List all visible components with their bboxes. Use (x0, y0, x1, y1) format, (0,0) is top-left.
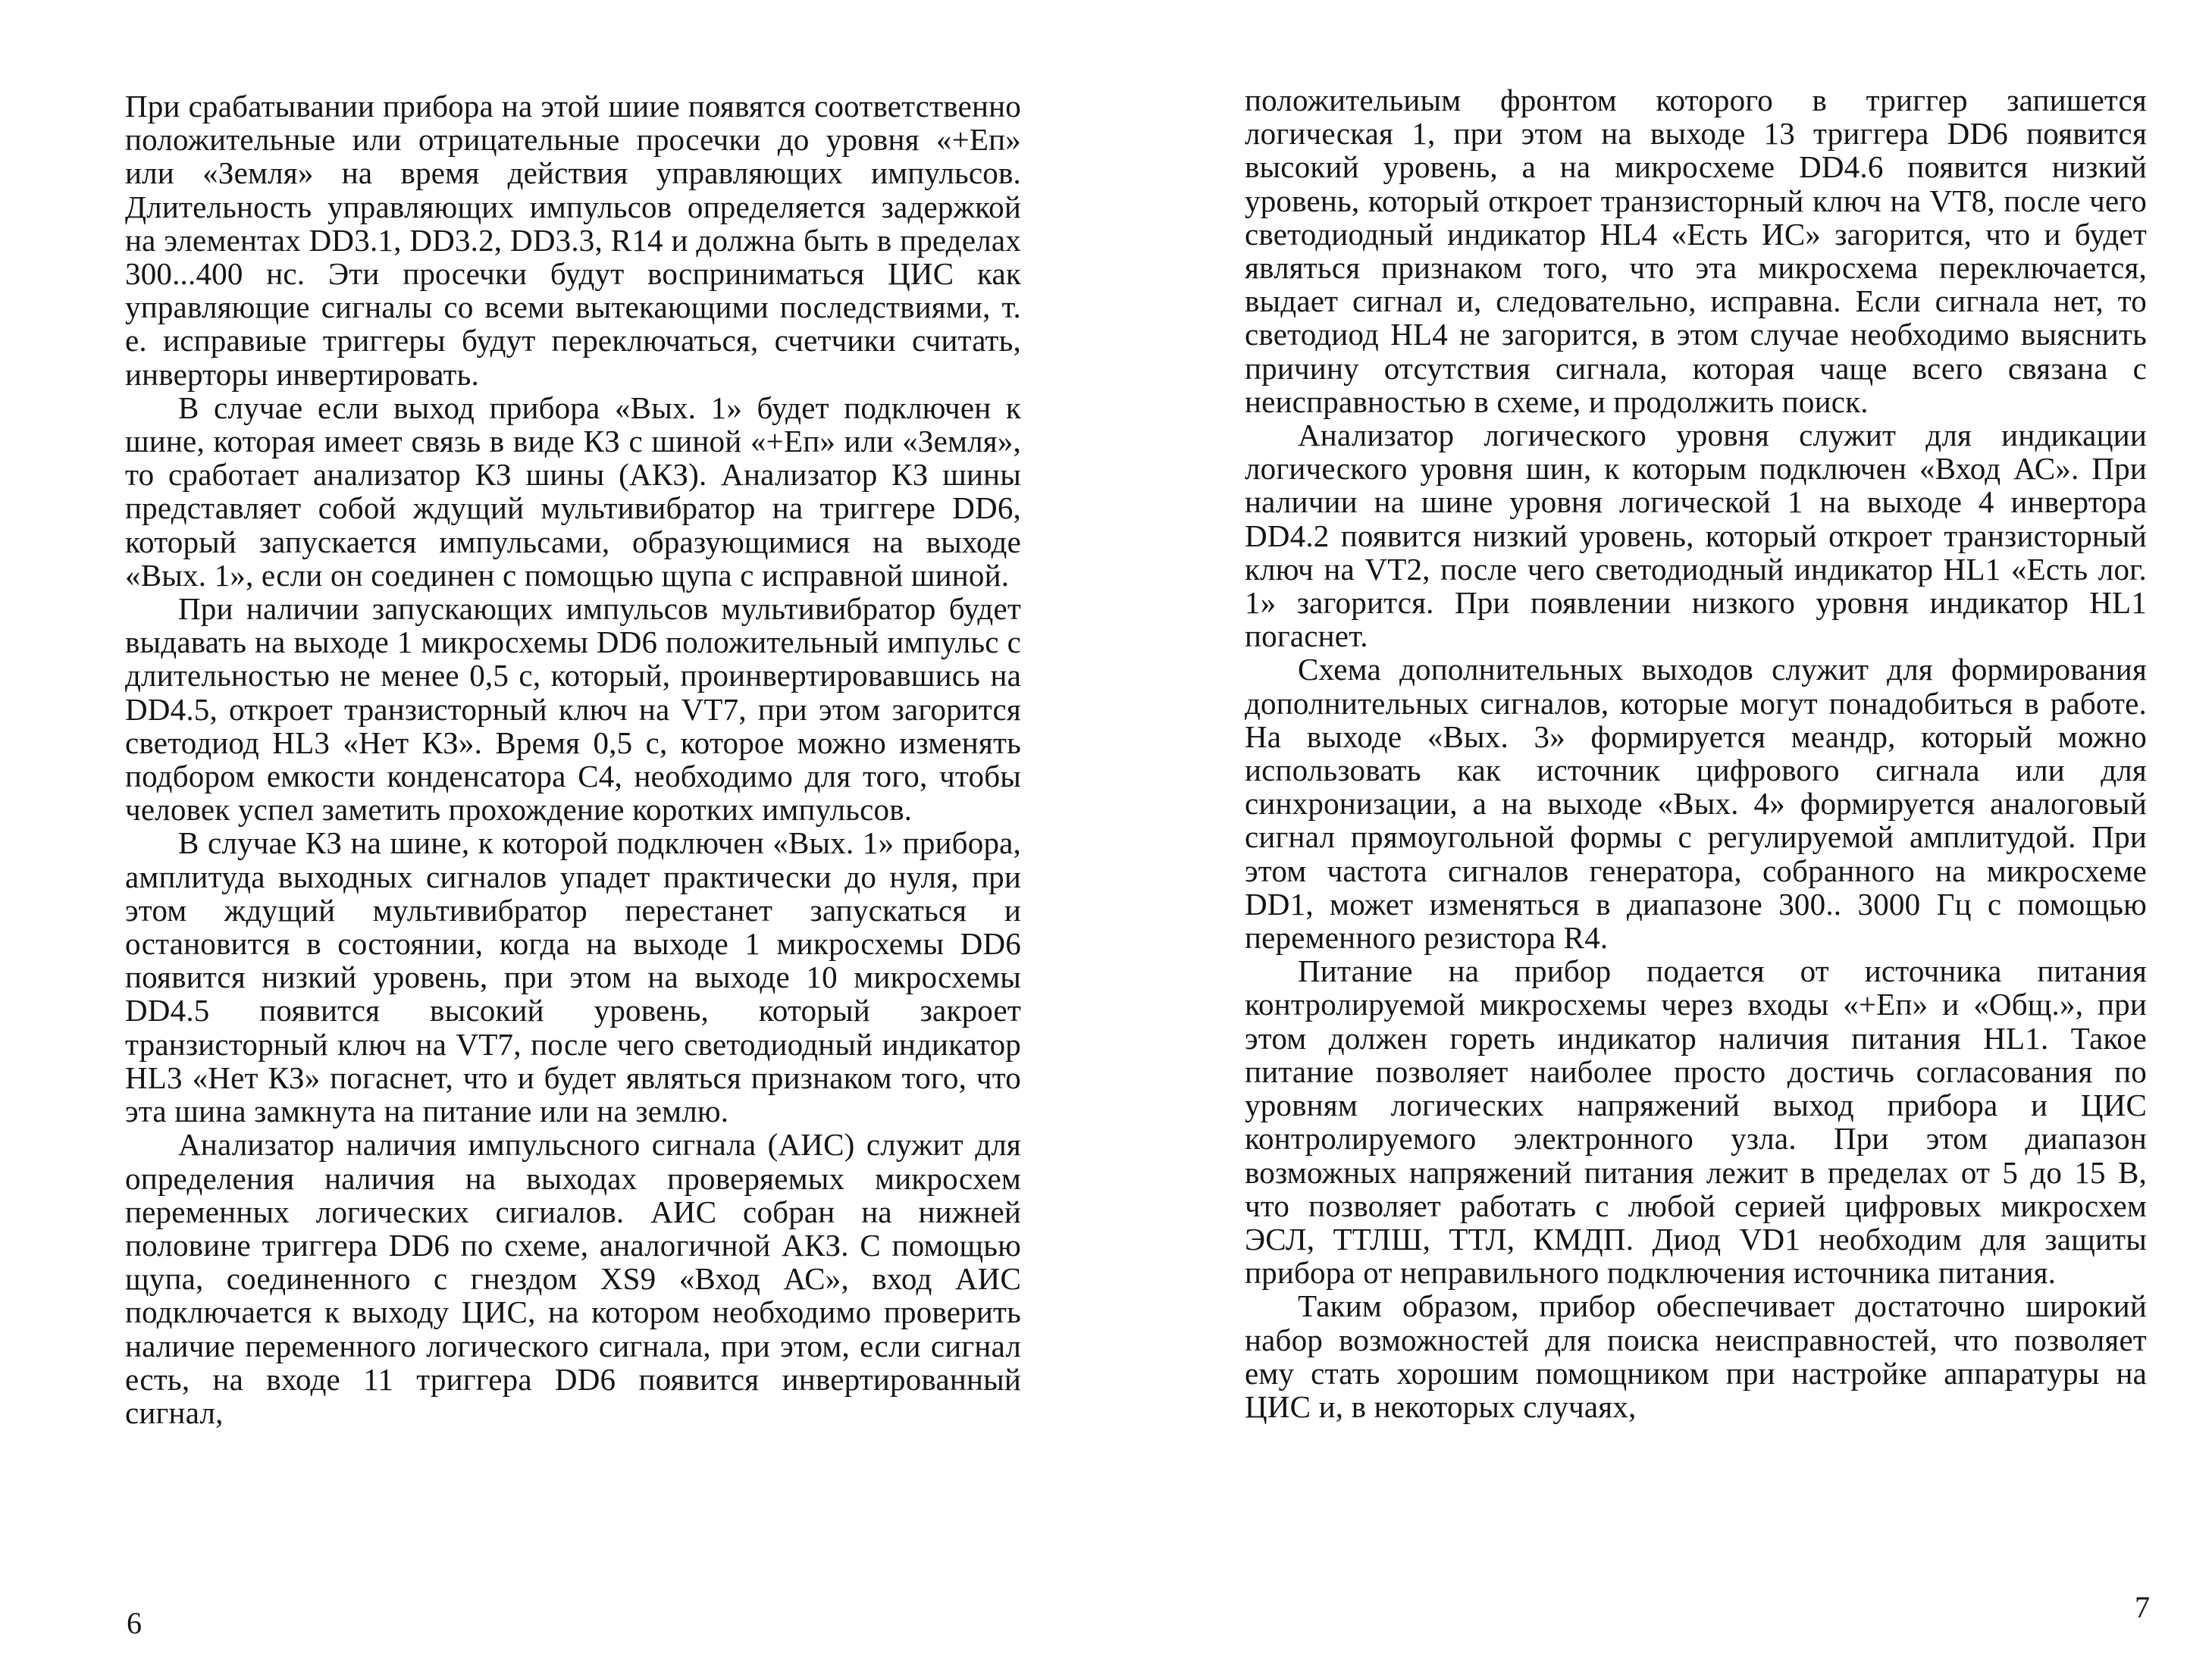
paragraph: Питание на прибор подается от источника питания контролируемой микросхемы через входы «+Eп» и «Общ.», при этом должен гореть индикатор наличия питания HL1. Такое питание позволяет наиболее просто достичь согласования по уровням логических напряжений выход прибора и ЦИС контролируемого электронного узла. При этом диапазон возможных напряжений питания лежит в пределах от 5 до 15 В, что позволяет работать с любой серией цифровых микросхем ЭСЛ, ТТЛШ, ТТЛ, КМДП. Диод VD1 необходим для защиты прибора от неправильного подключения источника питания. (1245, 953, 2147, 1291)
page-number-right: 7 (2135, 1590, 2150, 1624)
paragraph: положительиым фронтом которого в триггер запишется логическая 1, при этом на выходе 13 триггера DD6 появится высокий уровень, а на микросхеме DD4.6 появится низкий уровень, который откроет транзисторный ключ на VT8, после чего светодиодный индикатор HL4 «Есть ИС» загорится, что и будет являться признаком того, что эта микросхема переключается, выдает сигнал и, следовательно, исправна. Если сигнала нет, то светодиод HL4 не загорится, в этом случае необходимо выяснить причину отсутствия сигнала, которая чаще всего связана с неисправностью в схеме, и продолжить поиск. (1245, 83, 2147, 419)
paragraph: Таким образом, прибор обеспечивает достаточно широкий набор возможностей для поиска неисправностей, что позволяет ему стать хорошим помощником при настройке аппаратуры на ЦИС и, в некоторых случаях, (1245, 1288, 2147, 1424)
left-page-text (125, 89, 1021, 1429)
paragraph: В случае КЗ на шине, к которой подключен «Вых. 1» прибора, амплитуда выходных сигналов упадет практически до нуля, при этом ждущий мультивибратор перестанет запускаться и остановится в состоянии, когда на выходе 1 микросхемы DD6 появится низкий уровень, при этом на выходе 10 микросхемы DD4.5 появится высокий уровень, который закроет транзисторный ключ на VT7, после чего светодиодный индикатор HL3 «Нет КЗ» погаснет, что и будет являться признаком того, что эта шина замкнута на питание или на землю. (125, 825, 1021, 1129)
paragraph: Схема дополнительных выходов служит для формирования дополнительных сигналов, которые могут понадобиться в работе. На выходе «Вых. 3» формируется меандр, который можно использовать как источник цифрового сигнала или для синхронизации, а на выходе «Вых. 4» формируется аналоговый сигнал прямоугольной формы с регулируемой амплитудой. При этом частота сигналов генератора, собранного на микросхеме DD1, может изменяться в диапазоне 300.. 3000 Гц с помощью переменного резистора R4. (1245, 652, 2147, 956)
paragraph: При срабатывании прибора на этой шиие появятся соответственно положительные или отрицательные просечки до уровня «+Eп» или «Земля» на время действия управляющих импульсов. Длительность управляющих импульсов определяется задержкой на элементах DD3.1, DD3.2, DD3.3, R14 и должна быть в пределах 300...400 нс. Эти просечки будут восприниматься ЦИС как управляющие сигналы со всеми вытекающими последствиями, т. е. исправиые триггеры будут переключаться, счетчики считать, инверторы инвертировать. (125, 89, 1021, 392)
paragraph: Анализатор наличия импульсного сигнала (АИС) служит для определения наличия на выходах проверяемых микросхем переменных логических сигиалов. АИС собран на нижней половине триггера DD6 по схеме, аналогичной АКЗ. С помощью щупа, соединенного с гнездом XS9 «Вход АС», вход АИС подключается к выходу ЦИС, на котором необходимо проверить наличие переменного логического сигнала, при этом, если сигнал есть, на входе 11 триггера DD6 появится инвертированный сигнал, (125, 1127, 1021, 1430)
paragraph: В случае если выход прибора «Вых. 1» будет подключен к шине, которая имеет связь в виде КЗ с шиной «+Eп» или «Земля», то сработает анализатор КЗ шины (АКЗ). Анализатор КЗ шины представляет собой ждущий мультивибратор на триггере DD6, который запускается импульсами, образующимися на выходе «Вых. 1», если он соединен с помощью щупа с исправной шиной. (125, 390, 1021, 593)
page-number-left: 6 (127, 1606, 142, 1640)
paragraph: Анализатор логического уровня служит для индикации логического уровня шин, к которым подключен «Вход АС». При наличии на шине уровня логической 1 на выходе 4 инвертора DD4.2 появится низкий уровень, который откроет транзисторный ключ на VT2, после чего светодиодный индикатор HL1 «Есть лог. 1» загорится. При появлении низкого уровня индикатор HL1 погаснет. (1245, 418, 2147, 654)
right-page (1106, 0, 2212, 1656)
right-page-text (1245, 83, 2147, 1423)
paragraph: При наличии запускающих импульсов мультивибратор будет выдавать на выходе 1 микросхемы DD6 положительный импульс с длительностью не менее 0,5 с, который, проинвертировавшись на DD4.5, откроет транзисторный ключ на VT7, при этом загорится светодиод HL3 «Нет КЗ». Время 0,5 с, которое можно изменять подбором емкости конденсатора С4, необходимо для того, чтобы человек успел заметить прохождение коротких импульсов. (125, 591, 1021, 828)
